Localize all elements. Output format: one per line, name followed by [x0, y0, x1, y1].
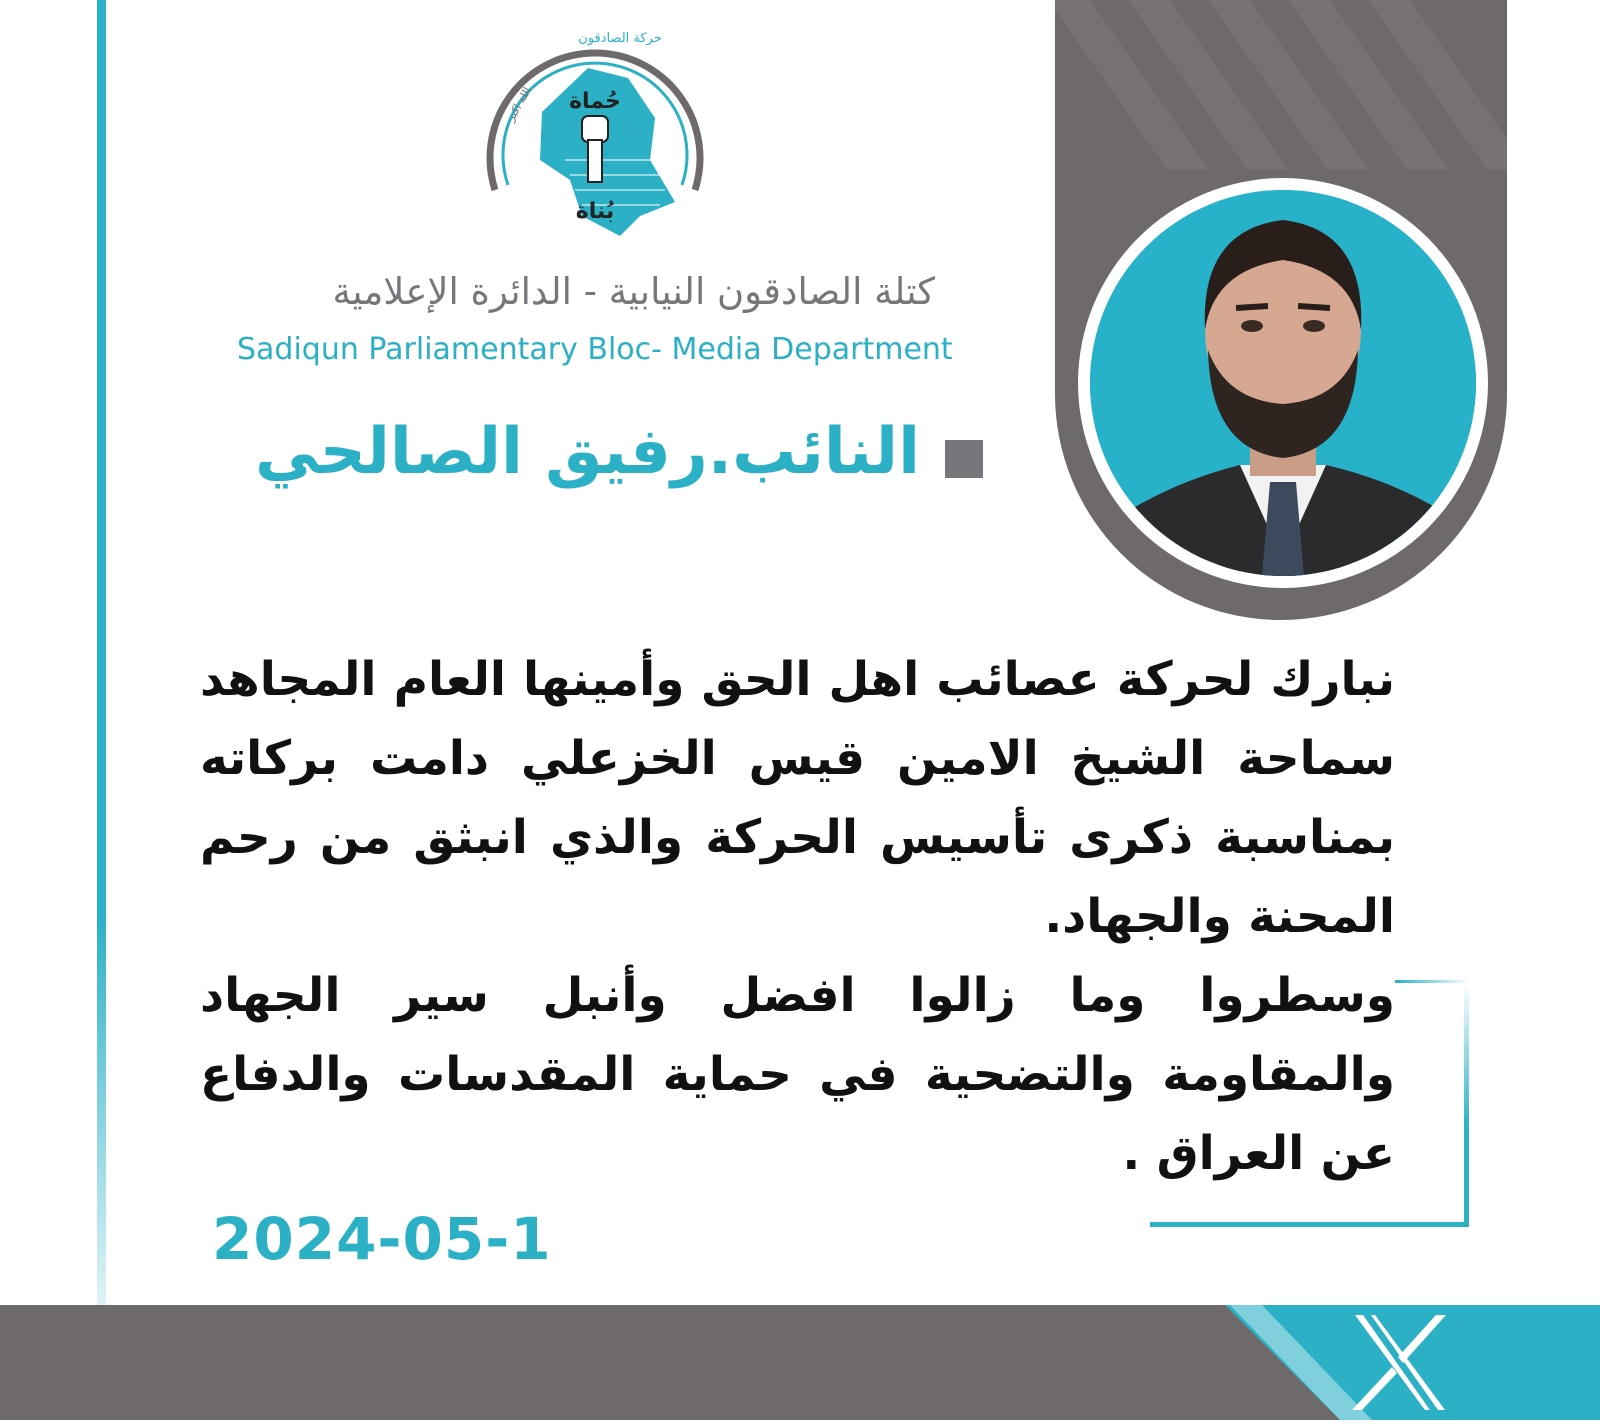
- statement-paragraph-1: نبارك لحركة عصائب اهل الحق وأمينها العام المجاهد سماحة الشيخ الامين قيس الخزعلي دامت بركاته بمناسبة ذكرى تأسيس الحركة والذي انبثق من رحم المحنة والجهاد.: [200, 652, 1395, 944]
- portrait-photo: [1090, 190, 1476, 576]
- left-accent-bar: [97, 0, 106, 1305]
- footer-bar: [0, 1305, 1600, 1420]
- frame-line-top: [1395, 980, 1470, 983]
- statement-paragraph-2: وسطروا وما زالوا افضل وأنبل سير الجهاد والمقاومة والتضحية في حماية المقدسات والدفاع عن العراق .: [200, 968, 1395, 1181]
- arabic-department-title: كتلة الصادقون النيابية - الدائرة الإعلامية: [332, 270, 935, 313]
- frame-line-right: [1464, 982, 1469, 1227]
- logo-word-top: حُماة: [569, 89, 621, 114]
- movement-logo: [470, 20, 720, 250]
- logo-top-text: حركة الصادقون: [578, 31, 662, 46]
- panel-texture: [1055, 0, 1507, 170]
- english-department-title: Sadiqun Parliamentary Bloc- Media Department: [237, 332, 953, 367]
- mp-name: النائب.رفيق الصالحي: [254, 415, 920, 489]
- bullet-square-icon: [945, 440, 983, 478]
- logo-side-text: الله اكبر: [504, 84, 534, 124]
- statement-text: [200, 640, 1395, 1193]
- logo-word-bottom: بُناة: [575, 199, 615, 224]
- post-date: 2024-05-1: [212, 1205, 552, 1273]
- frame-line-bottom: [1150, 1222, 1469, 1227]
